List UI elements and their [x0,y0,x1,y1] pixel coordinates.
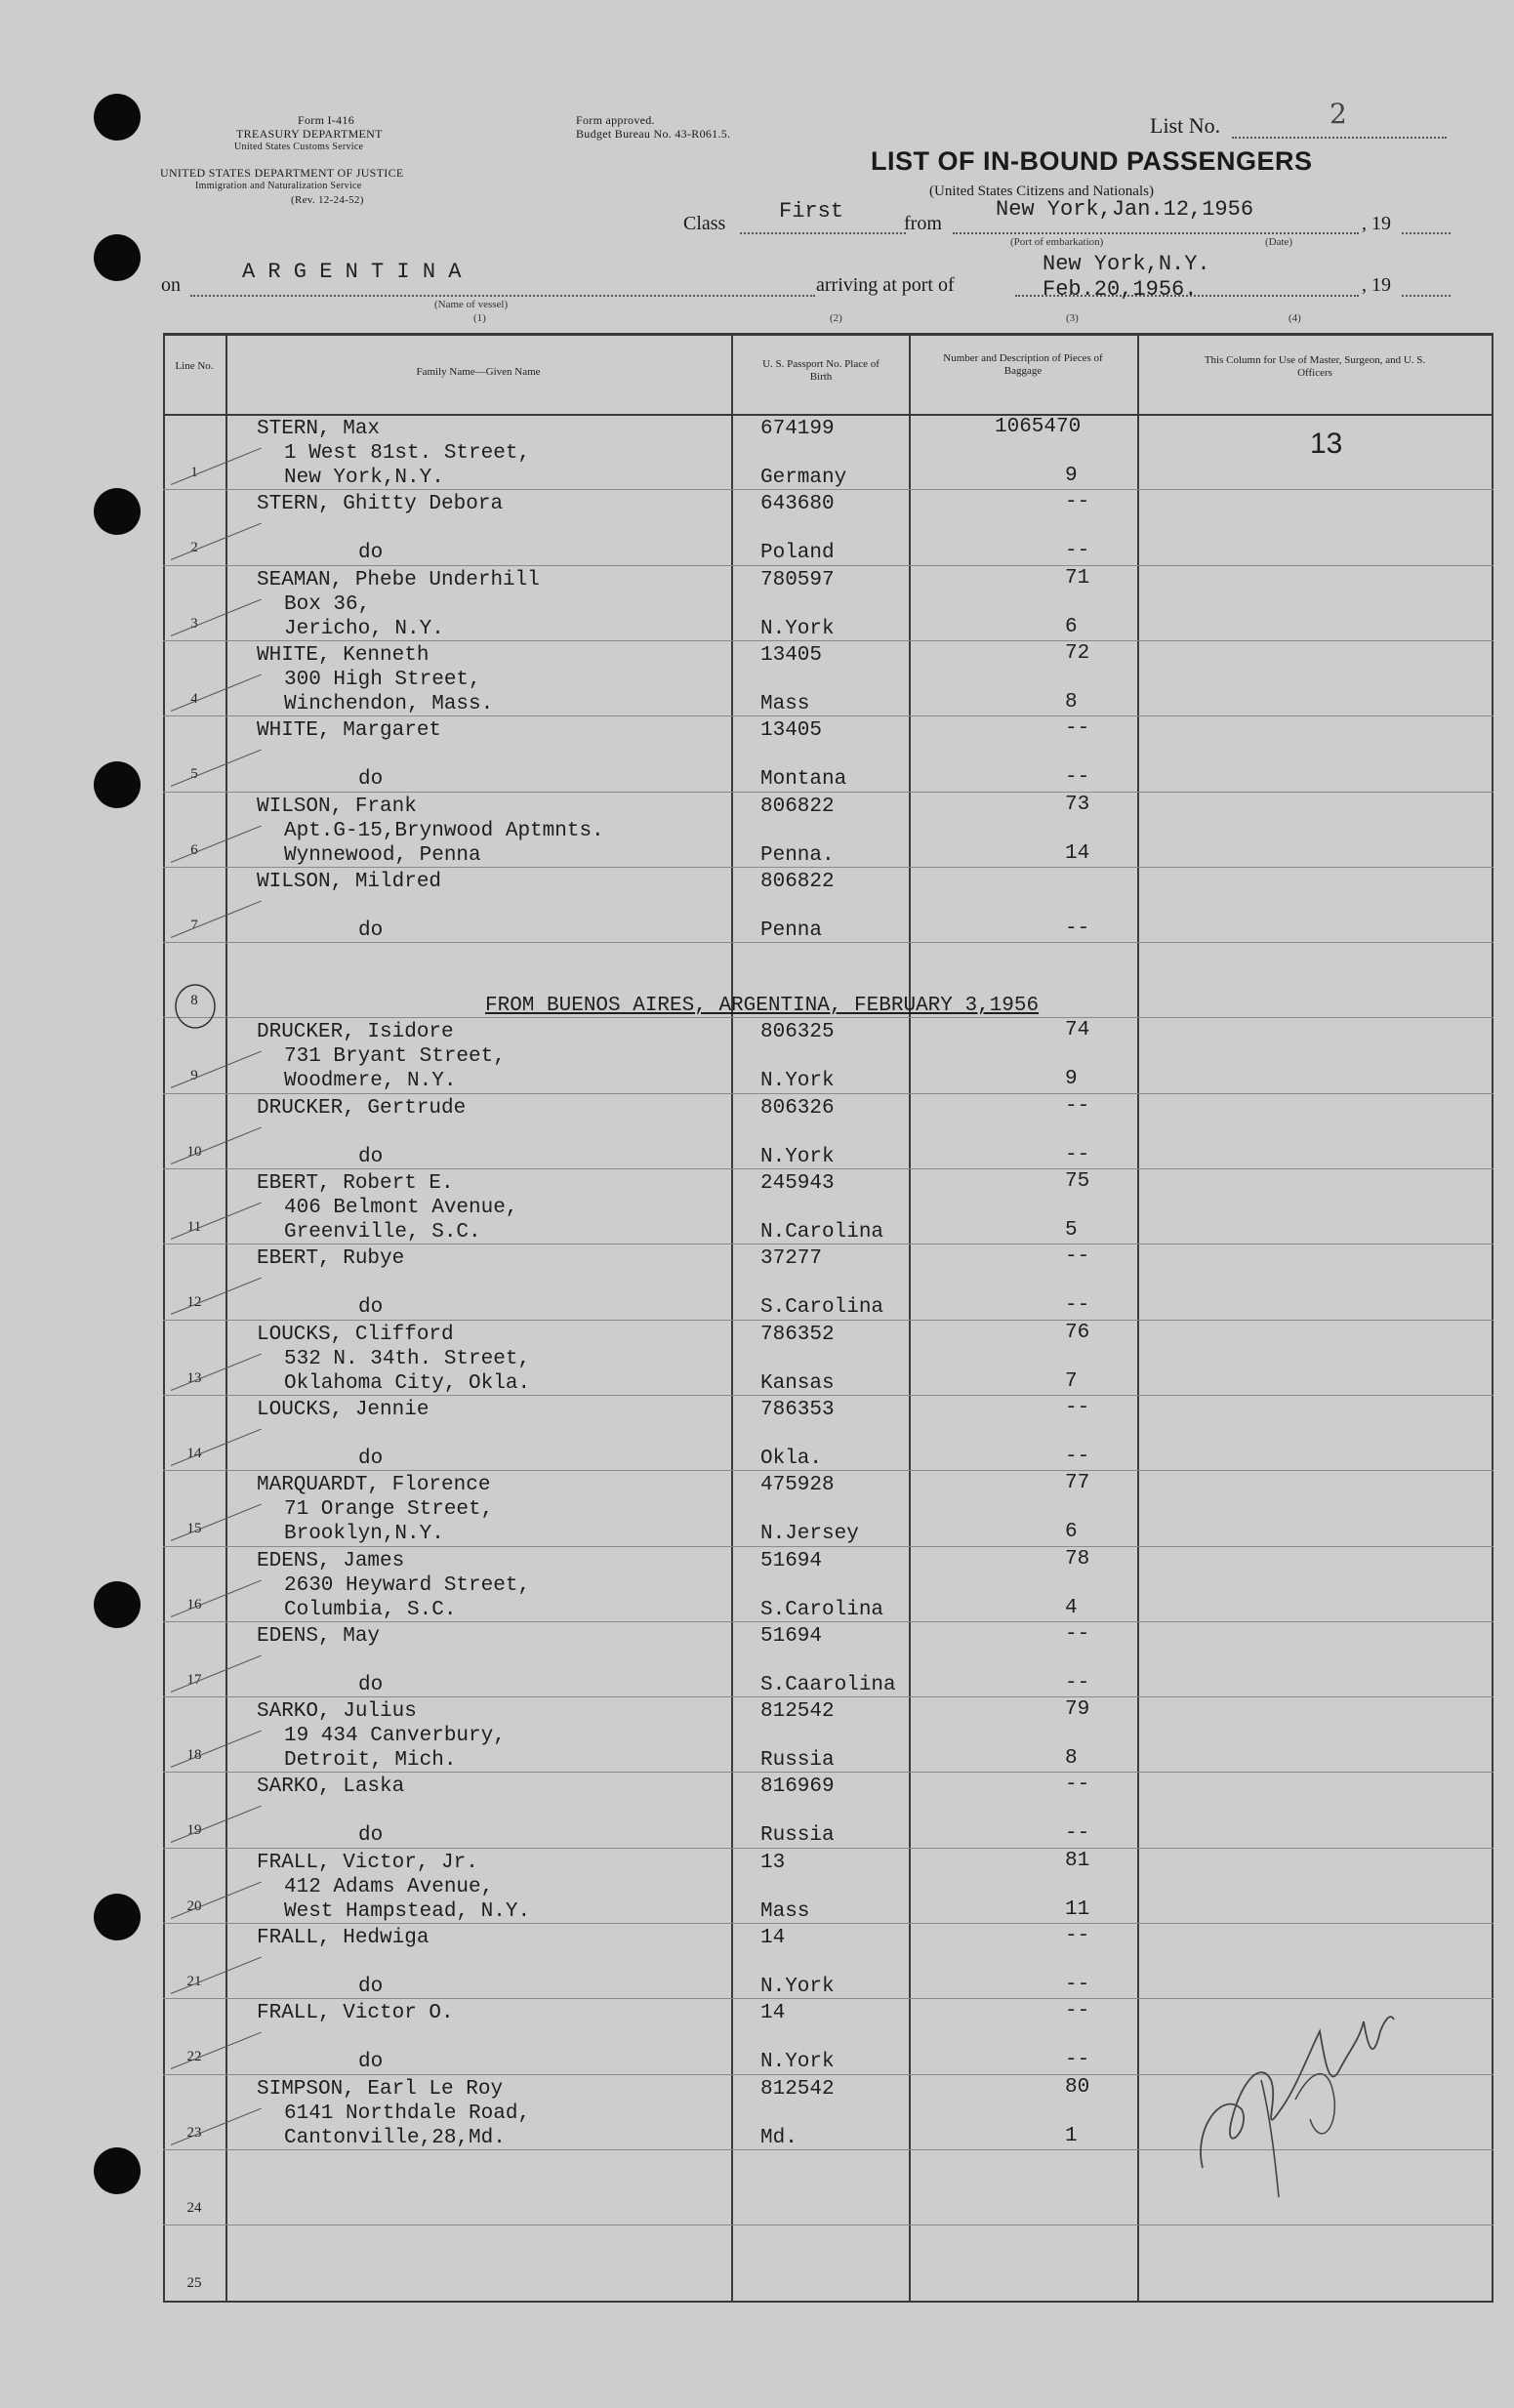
row-divider [163,1923,1494,1924]
passenger-address: Oklahoma City, Okla. [284,1371,531,1395]
from-line [953,232,1359,234]
line-number: 11 [186,1219,202,1235]
handwritten-signature [1164,1973,1408,2217]
row-divider [163,1017,1494,1018]
line-number: 25 [186,2275,202,2292]
punch-hole [94,94,141,141]
baggage-number: -- [1065,1925,1090,1947]
punch-hole [94,2147,141,2194]
passport-number: 643680 [760,493,835,516]
passenger-address: West Hampstead, N.Y. [284,1899,531,1923]
place-of-birth: S.Carolina [760,1296,884,1320]
passenger-address: do [358,918,384,942]
baggage-number: -- [1065,2000,1090,2023]
baggage-number: -- [1065,1245,1090,1269]
arriving-label: arriving at port of [816,274,955,296]
punch-hole [94,1581,141,1628]
passport-number: 14 [760,1927,786,1949]
row-divider [163,1772,1494,1773]
passport-number: 674199 [760,418,835,440]
baggage-number: -- [1065,491,1090,514]
baggage-number: 72 [1065,641,1090,665]
row-divider [163,715,1494,716]
line-number: 22 [186,2049,202,2065]
row-divider [163,2224,1494,2225]
row-divider [163,942,1494,943]
caption-4: (4) [1289,312,1301,324]
line-number: 19 [186,1822,202,1839]
passport-number: 812542 [760,1700,835,1724]
row-divider [163,1320,1494,1321]
col-header-name: Family Name—Given Name [416,366,541,378]
customs-service: United States Customs Service [234,142,364,152]
baggage-number: -- [1065,1094,1090,1118]
passenger-address: 2630 Heyward Street, [284,1573,531,1597]
passenger-address: Greenville, S.C. [284,1221,481,1244]
passenger-address: 19 434 Canverbury, [284,1725,506,1748]
year-label-2: , 19 [1362,274,1391,296]
line-8-circle [173,982,218,1031]
baggage-pieces: 5 [1065,1219,1078,1242]
passenger-address: do [358,1976,384,1998]
row-divider [163,867,1494,868]
place-of-birth: N.York [760,1145,835,1168]
row-divider [163,565,1494,566]
line-number: 3 [190,615,198,632]
passport-number: 51694 [760,1549,823,1572]
baggage-pieces: -- [1065,766,1090,790]
line-number: 14 [186,1445,202,1461]
passenger-name: WHITE, Kenneth [257,643,430,667]
vessel-caption: (Name of vessel) [434,299,509,310]
baggage-number: 75 [1065,1170,1090,1193]
passenger-address: do [358,1145,384,1168]
col-header-baggage: Number and Description of Pieces of Baggage [943,352,1103,377]
punch-hole [94,488,141,535]
class-line [740,232,906,234]
row-divider [163,1244,1494,1245]
passenger-name: DRUCKER, Gertrude [257,1096,467,1120]
row-divider [163,489,1494,490]
baggage-pieces: -- [1065,1974,1090,1996]
place-of-birth: N.York [760,1070,835,1093]
passport-number: 245943 [760,1172,835,1195]
date-caption: (Date) [1265,236,1293,248]
passenger-address: 6141 Northdale Road, [284,2102,531,2125]
baggage-number: -- [1065,1622,1090,1646]
passenger-name: SARKO, Laska [257,1775,405,1799]
row-divider [163,1093,1494,1094]
baggage-number: 74 [1065,1019,1090,1042]
line-number: 2 [190,540,198,556]
place-of-birth: N.York [760,1976,835,1998]
col-header-line: Line No. [175,360,214,372]
place-of-birth: Germany [760,467,847,489]
passenger-address: do [358,542,384,565]
place-of-birth: S.Carolina [760,1598,884,1621]
place-of-birth: Okla. [760,1447,823,1470]
revision: (Rev. 12-24-52) [291,194,364,206]
vessel-name: A R G E N T I N A [242,260,462,284]
passenger-address: 1 West 81st. Street, [284,442,531,465]
line-number: 20 [186,1898,202,1914]
punch-hole [94,234,141,281]
passenger-address: Wynnewood, Penna [284,843,481,867]
section-heading: FROM BUENOS AIRES, ARGENTINA, FEBRUARY 3,1956 [485,995,1040,1017]
baggage-pieces: -- [1065,1671,1090,1694]
passenger-address: Woodmere, N.Y. [284,1070,457,1093]
baggage-number: 76 [1065,1321,1090,1344]
baggage-number: 80 [1065,2075,1090,2099]
line-number: 4 [190,690,198,707]
line-number: 5 [190,766,198,783]
line-number: 21 [186,1974,202,1989]
passport-number: 780597 [760,568,835,592]
passenger-address: do [358,768,384,792]
baggage-pieces: 8 [1065,1747,1078,1771]
place-of-birth: Poland [760,542,835,565]
on-label: on [161,274,181,296]
passenger-name: FRALL, Hedwiga [257,1927,430,1949]
col-header-passport: U. S. Passport No. Place of Birth [762,358,880,383]
passenger-table [163,333,1494,2303]
baggage-number: 77 [1065,1472,1090,1495]
line-number: 12 [186,1294,202,1311]
baggage-pieces: 8 [1065,690,1078,714]
row-divider [163,1168,1494,1169]
place-of-birth: Penna. [760,843,835,867]
caption-2: (2) [830,312,842,324]
place-of-birth: Montana [760,768,847,792]
line-number: 16 [186,1596,202,1612]
baggage-pieces: -- [1065,1294,1090,1318]
passenger-name: FRALL, Victor, Jr. [257,1851,478,1874]
place-of-birth: Md. [760,2126,798,2149]
list-no-line [1232,137,1447,139]
baggage-number: -- [1065,717,1090,741]
line-number: 10 [186,1143,202,1160]
immigration-service: Immigration and Naturalization Service [195,181,362,191]
baggage-number: 73 [1065,793,1090,816]
passenger-name: STERN, Max [257,418,381,440]
row-divider [163,1848,1494,1849]
row-divider [163,1395,1494,1396]
row-divider [163,792,1494,793]
line-number: 7 [190,917,198,933]
place-of-birth: Mass [760,692,810,715]
passenger-address: Winchendon, Mass. [284,692,494,715]
place-of-birth: N.York [760,617,835,640]
baggage-pieces: 9 [1065,465,1078,487]
baggage-number: -- [1065,1774,1090,1797]
place-of-birth: N.Carolina [760,1221,884,1244]
place-of-birth: Kansas [760,1371,835,1395]
line-number: 23 [186,2124,202,2141]
baggage-pieces: -- [1065,1143,1090,1166]
baggage-number: 71 [1065,566,1090,590]
row-divider [163,1470,1494,1471]
passenger-name: STERN, Ghitty Debora [257,493,504,516]
passport-number: 786352 [760,1323,835,1346]
row-divider [163,640,1494,641]
passenger-name: LOUCKS, Clifford [257,1323,454,1346]
passenger-address: Brooklyn,N.Y. [284,1523,444,1546]
passenger-address: 412 Adams Avenue, [284,1875,494,1898]
passenger-name: WILSON, Frank [257,795,417,818]
passenger-address: do [358,1824,384,1848]
passport-number: 13405 [760,643,823,667]
baggage-number: -- [1065,1396,1090,1419]
passenger-address: Box 36, [284,592,371,616]
passport-number: 37277 [760,1247,823,1271]
from-label: from [904,213,942,234]
passport-number: 51694 [760,1624,823,1648]
year-line-2 [1402,295,1451,297]
baggage-pieces: 7 [1065,1369,1078,1393]
passport-number: 806822 [760,870,835,893]
passenger-name: WILSON, Mildred [257,870,442,893]
document-title: LIST OF IN-BOUND PASSENGERS [871,146,1313,176]
punch-hole [94,1894,141,1940]
passenger-name: DRUCKER, Isidore [257,1021,454,1044]
treasury-dept: TREASURY DEPARTMENT [236,127,383,141]
from-value: New York,Jan.12,1956 [996,197,1254,222]
baggage-pieces: -- [1065,540,1090,563]
passport-number: 13405 [760,719,823,743]
form-approved: Form approved. [576,113,655,127]
line-number: 9 [190,1068,198,1084]
passenger-name: EDENS, May [257,1624,381,1648]
passport-number: 14 [760,2002,786,2025]
year-label-1: , 19 [1362,213,1391,234]
passport-number: 816969 [760,1775,835,1799]
line-number: 24 [186,2199,202,2216]
passenger-address: 71 Orange Street, [284,1498,494,1522]
caption-1: (1) [473,312,486,324]
passenger-address: New York,N.Y. [284,467,444,489]
place-of-birth: Russia [760,1824,835,1848]
form-number: Form I-416 [298,113,354,127]
place-of-birth: N.York [760,2051,835,2074]
year-line-1 [1402,232,1451,234]
passenger-address: do [358,2051,384,2074]
passport-number: 806822 [760,795,835,818]
punch-hole [94,761,141,808]
baggage-pieces: -- [1065,1445,1090,1468]
baggage-pieces: 6 [1065,615,1078,638]
passenger-name: EDENS, James [257,1549,405,1572]
officer-note: 13 [1310,428,1343,460]
list-no-label: List No. [1150,113,1221,138]
caption-3: (3) [1066,312,1079,324]
passenger-address: 731 Bryant Street, [284,1045,506,1069]
place-of-birth: Penna [760,918,823,942]
passenger-name: WHITE, Margaret [257,719,442,743]
passenger-address: Detroit, Mich. [284,1749,457,1773]
passenger-name: SIMPSON, Earl Le Roy [257,2077,504,2101]
passenger-address: Columbia, S.C. [284,1598,457,1621]
baggage-number: 78 [1065,1547,1090,1571]
class-label: Class [683,213,726,234]
baggage-pieces: -- [1065,917,1090,940]
vessel-line [190,295,815,297]
row-divider [163,1696,1494,1697]
passenger-name: EBERT, Robert E. [257,1172,454,1195]
passenger-address: 532 N. 34th. Street, [284,1347,531,1370]
passenger-address: Jericho, N.Y. [284,617,444,640]
passport-number: 13 [760,1851,786,1874]
document-subtitle: (United States Citizens and Nationals) [929,184,1154,199]
row-divider [163,1621,1494,1622]
passport-number: 786353 [760,1398,835,1421]
line-number: 15 [186,1521,202,1537]
baggage-pieces: 11 [1065,1898,1090,1921]
baggage-number: 1065470 [995,416,1082,438]
place-of-birth: N.Jersey [760,1523,859,1546]
class-value: First [779,199,844,224]
arrival-date: Feb.20,1956. [1043,277,1198,302]
baggage-number: 79 [1065,1698,1090,1722]
passenger-name: FRALL, Victor O. [257,2002,454,2025]
passenger-address: 300 High Street, [284,668,481,691]
passenger-name: EBERT, Rubye [257,1247,405,1271]
budget-bureau: Budget Bureau No. 43-R061.5. [576,127,731,141]
passenger-address: Cantonville,28,Md. [284,2126,506,2149]
line-number: 17 [186,1671,202,1688]
passenger-address: do [358,1296,384,1320]
passport-number: 806326 [760,1096,835,1120]
justice-dept: UNITED STATES DEPARTMENT OF JUSTICE [160,166,404,180]
baggage-pieces: 1 [1065,2124,1078,2147]
baggage-pieces: 4 [1065,1596,1078,1619]
passenger-name: LOUCKS, Jennie [257,1398,430,1421]
passport-number: 806325 [760,1021,835,1044]
col-header-officers: This Column for Use of Master, Surgeon, and U. S. Officers [1204,354,1426,379]
passenger-name: SARKO, Julius [257,1700,417,1724]
place-of-birth: S.Caarolina [760,1673,896,1696]
passport-number: 475928 [760,1474,835,1497]
passenger-address: Apt.G-15,Brynwood Aptmnts. [284,819,604,842]
arrival-port: New York,N.Y. [1043,252,1210,276]
place-of-birth: Mass [760,1899,810,1923]
baggage-pieces: -- [1065,1822,1090,1846]
embark-caption: (Port of embarkation) [1010,236,1104,248]
line-number: 6 [190,841,198,858]
row-divider [163,1546,1494,1547]
line-number: 18 [186,1747,202,1764]
passport-number: 812542 [760,2077,835,2101]
baggage-pieces: 6 [1065,1521,1078,1544]
list-no-value: 2 [1330,98,1347,130]
place-of-birth: Russia [760,1749,835,1773]
line-number: 8 [190,993,198,1009]
baggage-pieces: 14 [1065,841,1090,865]
passenger-address: do [358,1673,384,1696]
baggage-number: 81 [1065,1849,1090,1872]
baggage-pieces: 9 [1065,1068,1078,1091]
passenger-address: 406 Belmont Avenue, [284,1197,518,1219]
line-number: 13 [186,1369,202,1386]
passenger-name: MARQUARDT, Florence [257,1474,491,1497]
baggage-pieces: -- [1065,2049,1090,2072]
passenger-address: do [358,1447,384,1470]
passenger-name: SEAMAN, Phebe Underhill [257,568,540,592]
line-number: 1 [190,465,198,480]
